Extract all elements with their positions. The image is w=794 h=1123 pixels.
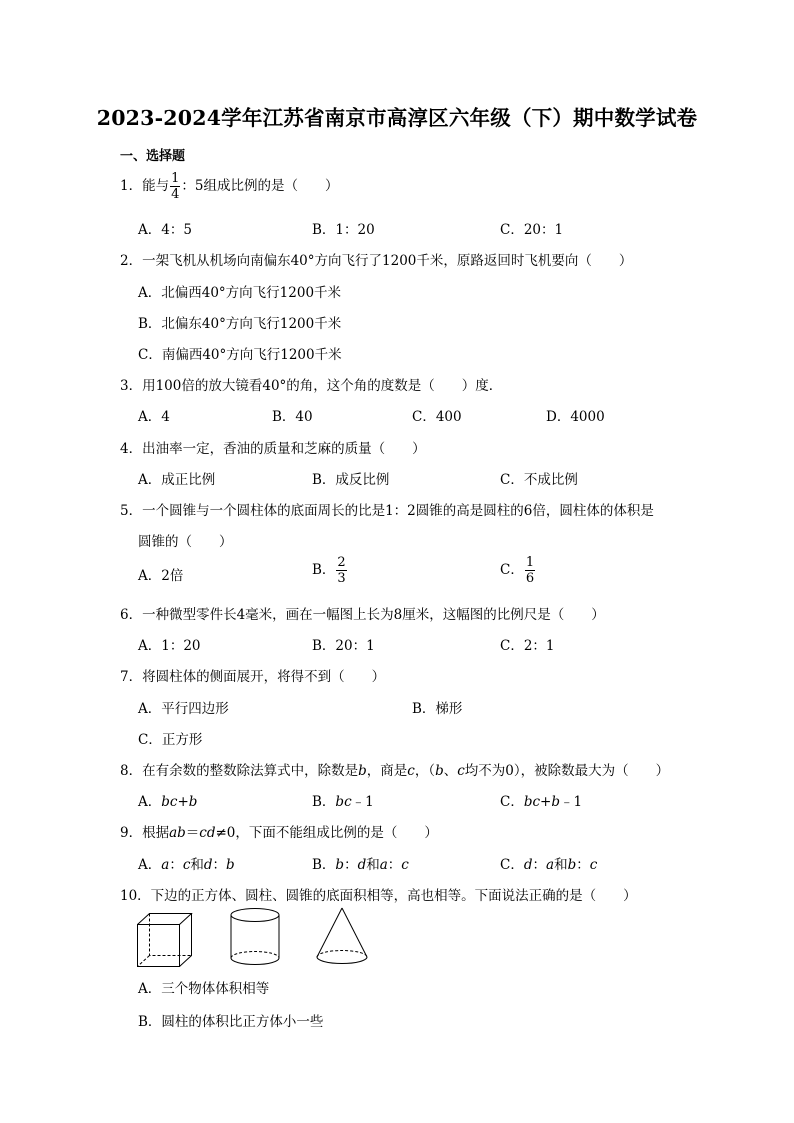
- question-10: 10．下边的正方体、圆柱、圆锥的底面积相等，高也相等。下面说法正确的是（ ）: [120, 888, 637, 904]
- option-c: C．南偏西40°方向飞行1200千米: [138, 347, 342, 363]
- option-label: C．: [500, 562, 524, 578]
- variable: c: [182, 857, 191, 873]
- fraction-numerator: 2: [337, 555, 346, 570]
- variable: a: [379, 857, 388, 873]
- option-a: A．平行四边形: [138, 701, 229, 717]
- variable: c: [401, 857, 409, 873]
- question-text: 8．在有余数的整数除法算式中，除数是: [120, 763, 359, 779]
- variable: b: [335, 857, 345, 873]
- fraction: [170, 172, 180, 201]
- fraction-numerator: 1: [171, 171, 180, 186]
- option-b: B．40: [272, 409, 313, 425]
- expression: ﹣1: [560, 794, 583, 810]
- variable: ab: [169, 825, 186, 841]
- variable: b: [567, 857, 577, 873]
- question-5-continued: 圆锥的（ ）: [138, 534, 233, 550]
- option-a: A．北偏西40°方向飞行1200千米: [138, 285, 342, 301]
- fraction-denominator: 6: [525, 571, 535, 586]
- question-number: 1．: [120, 178, 143, 194]
- option-label: A．: [138, 857, 162, 873]
- variable: a: [161, 857, 170, 873]
- option-label: C．: [500, 857, 524, 873]
- option-b: [312, 790, 374, 810]
- variable: c: [589, 857, 598, 873]
- question-text: 、: [443, 763, 458, 779]
- question-5: 5．一个圆锥与一个圆柱体的底面周长的比是1：2圆锥的高是圆柱的6倍，圆柱体的体积是: [120, 503, 654, 519]
- option-b: B．成反比例: [312, 472, 390, 488]
- variable: c: [457, 763, 465, 779]
- fraction-denominator: 4: [171, 187, 180, 202]
- option-c: [500, 790, 582, 810]
- option-c: C．不成比例: [500, 472, 578, 488]
- option-text: 和: [554, 857, 568, 873]
- option-label: B．: [312, 794, 336, 810]
- option-c: [500, 556, 536, 585]
- question-4: 4．出油率一定，香油的质量和芝麻的质量（ ）: [120, 441, 426, 457]
- option-label: A．: [138, 794, 162, 810]
- question-text: ≠0，下面不能组成比例的是（ ）: [215, 825, 438, 841]
- option-label: C．: [500, 794, 524, 810]
- option-a: [138, 790, 197, 810]
- option-c: C．正方形: [138, 732, 203, 748]
- expression: bc+b: [161, 794, 198, 810]
- variable: b: [358, 763, 367, 779]
- question-text: 9．根据: [120, 825, 170, 841]
- option-text: ：: [169, 857, 183, 873]
- option-a: A．三个物体体积相等: [138, 981, 270, 997]
- question-text: ，（: [414, 763, 436, 779]
- question-3: 3．用100倍的放大镜看40°的角，这个角的度数是（ ）度．: [120, 378, 503, 394]
- option-text: ：: [212, 857, 227, 873]
- option-text: ：: [387, 857, 402, 873]
- question-text: 能与: [142, 178, 170, 194]
- question-6: 6．一种微型零件长4毫米，画在一幅图上长为8厘米，这幅图的比例尺是（ ）: [120, 607, 605, 623]
- option-a: [138, 853, 235, 873]
- expression: bc+b: [523, 794, 560, 810]
- variable: cd: [199, 825, 216, 841]
- option-a: A．4: [138, 409, 170, 425]
- variable: b: [226, 857, 235, 873]
- option-b: B．圆柱的体积比正方体小一些: [138, 1014, 324, 1030]
- fraction: [525, 556, 535, 585]
- fraction: [336, 556, 346, 585]
- variable: a: [546, 857, 555, 873]
- option-text: 和: [190, 857, 204, 873]
- fraction-numerator: 1: [525, 555, 535, 570]
- question-text: 均不为0），被除数最大为（ ）: [464, 763, 670, 779]
- option-a: A．成正比例: [138, 472, 216, 488]
- option-c: C．20：1: [500, 222, 564, 238]
- variable: d: [203, 857, 213, 873]
- option-text: ：: [344, 857, 358, 873]
- cone-figure: [312, 904, 372, 968]
- question-7: 7．将圆柱体的侧面展开，将得不到（ ）: [120, 669, 386, 685]
- option-b: B．20：1: [312, 638, 375, 654]
- option-text: ：: [532, 857, 546, 873]
- question-text: ，商是: [366, 763, 408, 779]
- option-b: B．梯形: [412, 701, 463, 717]
- page-title: 2023-2024学年江苏省南京市高淳区六年级（下）期中数学试卷: [96, 106, 698, 130]
- option-c: C．400: [412, 409, 462, 425]
- variable: c: [407, 763, 415, 779]
- question-8: [120, 759, 669, 779]
- option-c: [500, 853, 597, 873]
- section-heading: 一、选择题: [120, 149, 186, 164]
- question-9: [120, 821, 438, 841]
- variable: b: [435, 763, 444, 779]
- option-c: C．2：1: [500, 638, 555, 654]
- option-a: A．4：5: [138, 222, 192, 238]
- option-text: 和: [366, 857, 380, 873]
- expression: ﹣1: [351, 794, 374, 810]
- option-b: [312, 853, 409, 873]
- option-label: B．: [312, 857, 336, 873]
- question-text: ：5组成比例的是（ ）: [181, 178, 339, 194]
- option-b: B．北偏东40°方向飞行1200千米: [138, 316, 342, 332]
- option-d: D．4000: [546, 409, 605, 425]
- question-2: 2．一架飞机从机场向南偏东40°方向飞行了1200千米，原路返回时飞机要向（ ）: [120, 253, 633, 269]
- option-label: B．: [312, 562, 336, 578]
- question-1: [120, 172, 338, 201]
- option-a: A．1：20: [138, 638, 201, 654]
- option-a: A．2倍: [138, 568, 184, 584]
- question-text: ＝: [185, 825, 200, 841]
- option-text: ：: [576, 857, 590, 873]
- cylinder-figure: [226, 906, 284, 968]
- variable: d: [357, 857, 367, 873]
- option-b: [312, 556, 348, 585]
- fraction-denominator: 3: [337, 571, 346, 586]
- option-b: B．1：20: [312, 222, 375, 238]
- expression: bc: [335, 794, 352, 810]
- variable: d: [523, 857, 533, 873]
- cube-figure: [132, 910, 194, 968]
